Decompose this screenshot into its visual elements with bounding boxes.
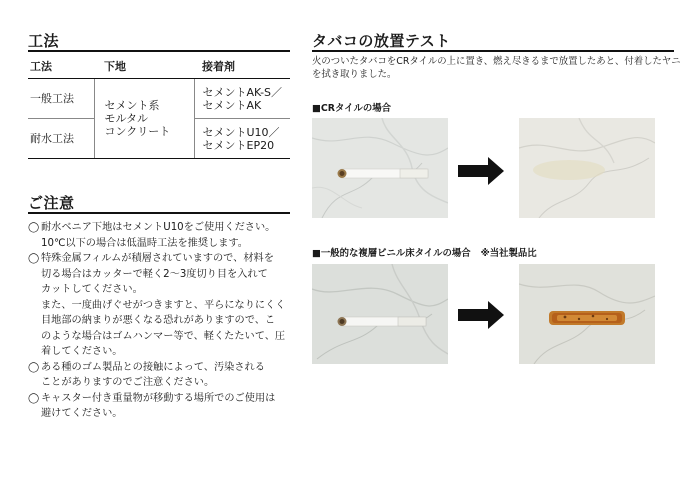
adhesive-line: セメントU10／ [202, 125, 280, 139]
substrate-line: モルタル [104, 112, 149, 125]
caution-line: 特殊金属フィルムが積層されていますので、材料を [41, 253, 274, 264]
circle-bullet-icon: ◯ [28, 222, 40, 233]
method-table-header [28, 54, 290, 79]
caution-line: ある種のゴム製品との接触によって、汚染される [41, 361, 265, 373]
caution-line: 目地部の納まりが悪くなる恐れがありますので、こ [41, 315, 276, 326]
caution-item [28, 391, 300, 422]
caution-line: 避けてください。 [41, 408, 123, 419]
caution-list [28, 220, 300, 422]
cr-tile-before-photo [312, 118, 448, 218]
method-name: 一般工法 [28, 79, 94, 119]
right-arrow-icon [458, 300, 506, 330]
caution-item [28, 360, 300, 391]
intro-line: を拭き取りました。 [312, 69, 397, 80]
header-substrate: 下地 [94, 54, 194, 79]
substrate-line: コンクリート [104, 125, 171, 138]
method-title-divider [28, 50, 290, 52]
caution-line: 耐水ベニア下地はセメントU10をご使用ください。 [41, 222, 276, 233]
caution-line: また、一度曲げぐせがつきますと、平らになりにくく [41, 299, 286, 311]
caution-line: のような場合はゴムハンマー等で、軽くたたいて、圧 [41, 330, 286, 342]
cigarette-test-title: タバコの放置テスト [312, 32, 451, 50]
method-table [28, 54, 290, 159]
test-intro [312, 55, 684, 81]
vinyl-tile-before-photo [312, 264, 448, 364]
intro-line: 火のついたタバコをCRタイルの上に置き、燃え尽きるまで放置したあと、付着したヤニ [312, 56, 681, 67]
caution-line: カットしてください。 [41, 284, 143, 295]
substrate-line: セメント系 [104, 99, 160, 112]
caution-section-title: ご注意 [28, 194, 75, 212]
method-row-general [28, 79, 290, 119]
adhesive-line: セメントEP20 [202, 138, 275, 152]
caution-line: 切る場合はカッターで軽く2～3度切り目を入れて [41, 268, 268, 280]
adhesive-line: セメントAK [202, 98, 262, 112]
circle-bullet-icon: ◯ [28, 392, 40, 404]
header-method: 工法 [28, 54, 94, 79]
method-section-title: 工法 [28, 32, 60, 50]
case-vinyl-tile-label: ■一般的な複層ビニル床タイルの場合 [312, 248, 471, 259]
circle-bullet-icon: ◯ [28, 361, 40, 373]
caution-item [28, 251, 300, 360]
method-name: 耐水工法 [28, 119, 94, 159]
adhesive-cell [194, 119, 290, 159]
caution-line: キャスター付き重量物が移動する場所でのご使用は [41, 392, 276, 404]
adhesive-cell [194, 79, 290, 119]
case-cr-tile-label: ■CRタイルの場合 [312, 103, 392, 114]
caution-title-divider [28, 212, 290, 214]
caution-line: 着してください。 [41, 346, 123, 357]
test-title-divider [312, 50, 674, 52]
comparison-note: ※当社製品比 [480, 248, 537, 259]
adhesive-line: セメントAK-S／ [202, 85, 283, 99]
caution-item [28, 220, 300, 251]
vinyl-tile-after-photo [519, 264, 655, 364]
substrate-cell [94, 79, 194, 159]
header-adhesive: 接着剤 [194, 54, 290, 79]
circle-bullet-icon: ◯ [28, 253, 40, 264]
caution-line: ことがありますのでご注意ください。 [41, 377, 215, 388]
cr-tile-after-photo [519, 118, 655, 218]
caution-line: 10℃以下の場合は低温時工法を推奨します。 [41, 237, 248, 249]
right-arrow-icon [458, 156, 506, 186]
case-vinyl-tile-heading [312, 245, 537, 259]
